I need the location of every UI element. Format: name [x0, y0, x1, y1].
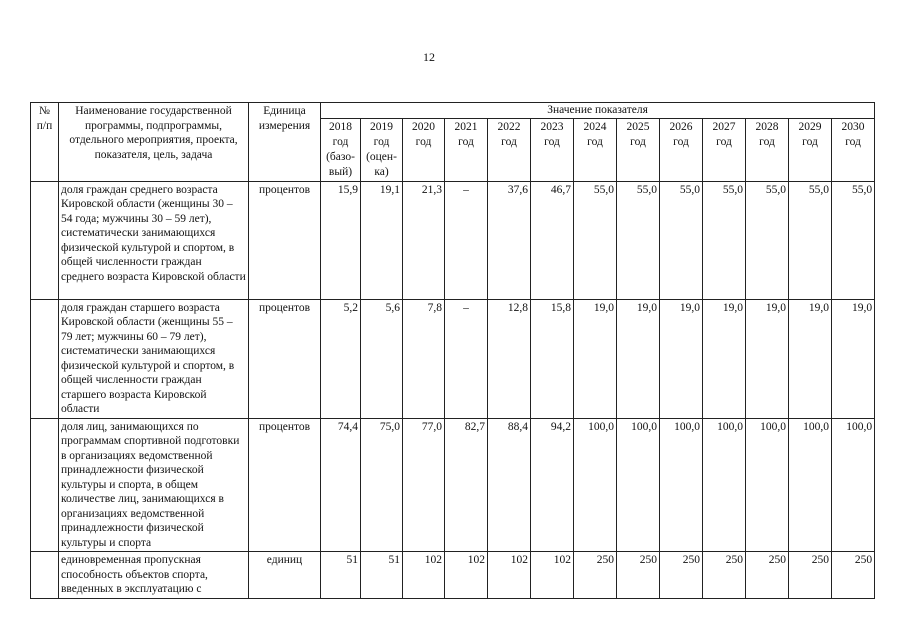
value-cell: 5,2: [321, 299, 361, 418]
header-num: № п/п: [31, 103, 59, 182]
table-row: [31, 299, 875, 418]
indicator-name: доля лиц, занимающихся по программам спортивной подготовки в организациях ведомственной принадлежности физической культуры и спорта, в общем количестве лиц, занимающихся в организациях ведомственной принадлежности физической культуры и спорта: [59, 418, 249, 552]
value-cell: 19,0: [789, 299, 832, 418]
indicators-table: [30, 102, 875, 599]
value-cell: 102: [403, 552, 445, 599]
value-cell: 250: [789, 552, 832, 599]
header-year: 2028 год: [746, 118, 789, 181]
value-cell: 55,0: [703, 181, 746, 299]
value-cell: 100,0: [703, 418, 746, 552]
header-row-1: [31, 103, 875, 119]
value-cell: 55,0: [832, 181, 875, 299]
value-cell: 88,4: [488, 418, 531, 552]
value-cell: 100,0: [789, 418, 832, 552]
value-cell: 19,0: [617, 299, 660, 418]
header-year: 2024 год: [574, 118, 617, 181]
value-cell: 100,0: [832, 418, 875, 552]
value-cell: 77,0: [403, 418, 445, 552]
value-cell: 250: [832, 552, 875, 599]
header-year: 2023 год: [531, 118, 574, 181]
value-cell: 55,0: [660, 181, 703, 299]
indicator-name: доля граждан старшего возраста Кировской области (женщины 55 – 79 лет; мужчины 60 – 79 лет), систематически занимающихся физической культурой и спортом, в общей численности граждан старшего возраста Кировской области: [59, 299, 249, 418]
unit-cell: процентов: [249, 299, 321, 418]
value-cell: –: [445, 181, 488, 299]
unit-cell: процентов: [249, 418, 321, 552]
header-year: 2030 год: [832, 118, 875, 181]
value-cell: 51: [321, 552, 361, 599]
value-cell: 46,7: [531, 181, 574, 299]
header-year: 2022 год: [488, 118, 531, 181]
page-number: 12: [423, 50, 435, 64]
value-cell: 102: [531, 552, 574, 599]
table-row: [31, 552, 875, 599]
value-cell: 250: [574, 552, 617, 599]
value-cell: 19,0: [660, 299, 703, 418]
row-num-cell: [31, 299, 59, 418]
header-year: 2026 год: [660, 118, 703, 181]
value-cell: 19,0: [832, 299, 875, 418]
value-cell: 100,0: [617, 418, 660, 552]
header-year: 2019 год (оцен-ка): [361, 118, 403, 181]
value-cell: 7,8: [403, 299, 445, 418]
value-cell: 19,0: [703, 299, 746, 418]
value-cell: 102: [445, 552, 488, 599]
row-num-cell: [31, 552, 59, 599]
value-cell: 250: [617, 552, 660, 599]
value-cell: 74,4: [321, 418, 361, 552]
value-cell: 19,1: [361, 181, 403, 299]
value-cell: 94,2: [531, 418, 574, 552]
value-cell: 55,0: [574, 181, 617, 299]
value-cell: 100,0: [660, 418, 703, 552]
unit-cell: процентов: [249, 181, 321, 299]
value-cell: 55,0: [789, 181, 832, 299]
header-name: Наименование государственной программы, подпрограммы, отдельного мероприятия, проекта, показателя, цель, задача: [59, 103, 249, 182]
header-values-title: Значение показателя: [321, 103, 875, 119]
header-year: 2027 год: [703, 118, 746, 181]
value-cell: 51: [361, 552, 403, 599]
value-cell: 75,0: [361, 418, 403, 552]
unit-cell: единиц: [249, 552, 321, 599]
header-year: 2029 год: [789, 118, 832, 181]
indicator-name: единовременная пропускная способность объектов спорта, введенных в эксплуатацию с: [59, 552, 249, 599]
value-cell: 250: [746, 552, 789, 599]
value-cell: 15,8: [531, 299, 574, 418]
header-year: 2021 год: [445, 118, 488, 181]
value-cell: 21,3: [403, 181, 445, 299]
value-cell: 250: [703, 552, 746, 599]
value-cell: 37,6: [488, 181, 531, 299]
value-cell: 12,8: [488, 299, 531, 418]
value-cell: 5,6: [361, 299, 403, 418]
row-num-cell: [31, 418, 59, 552]
row-num-cell: [31, 181, 59, 299]
value-cell: 100,0: [574, 418, 617, 552]
value-cell: 82,7: [445, 418, 488, 552]
table-row: [31, 181, 875, 299]
value-cell: 250: [660, 552, 703, 599]
header-year: 2025 год: [617, 118, 660, 181]
indicator-name: доля граждан среднего возраста Кировской области (женщины 30 – 54 года; мужчины 30 – 59 лет), систематически занимающихся физической культурой и спортом, в общей численности граждан среднего возраста Кировской области: [59, 181, 249, 299]
value-cell: 55,0: [746, 181, 789, 299]
value-cell: 100,0: [746, 418, 789, 552]
header-unit: Единица измерения: [249, 103, 321, 182]
value-cell: 19,0: [746, 299, 789, 418]
header-year: 2020 год: [403, 118, 445, 181]
value-cell: 15,9: [321, 181, 361, 299]
value-cell: 19,0: [574, 299, 617, 418]
value-cell: 102: [488, 552, 531, 599]
value-cell: 55,0: [617, 181, 660, 299]
value-cell: –: [445, 299, 488, 418]
table-row: [31, 418, 875, 552]
header-year: 2018 год (базо-вый): [321, 118, 361, 181]
